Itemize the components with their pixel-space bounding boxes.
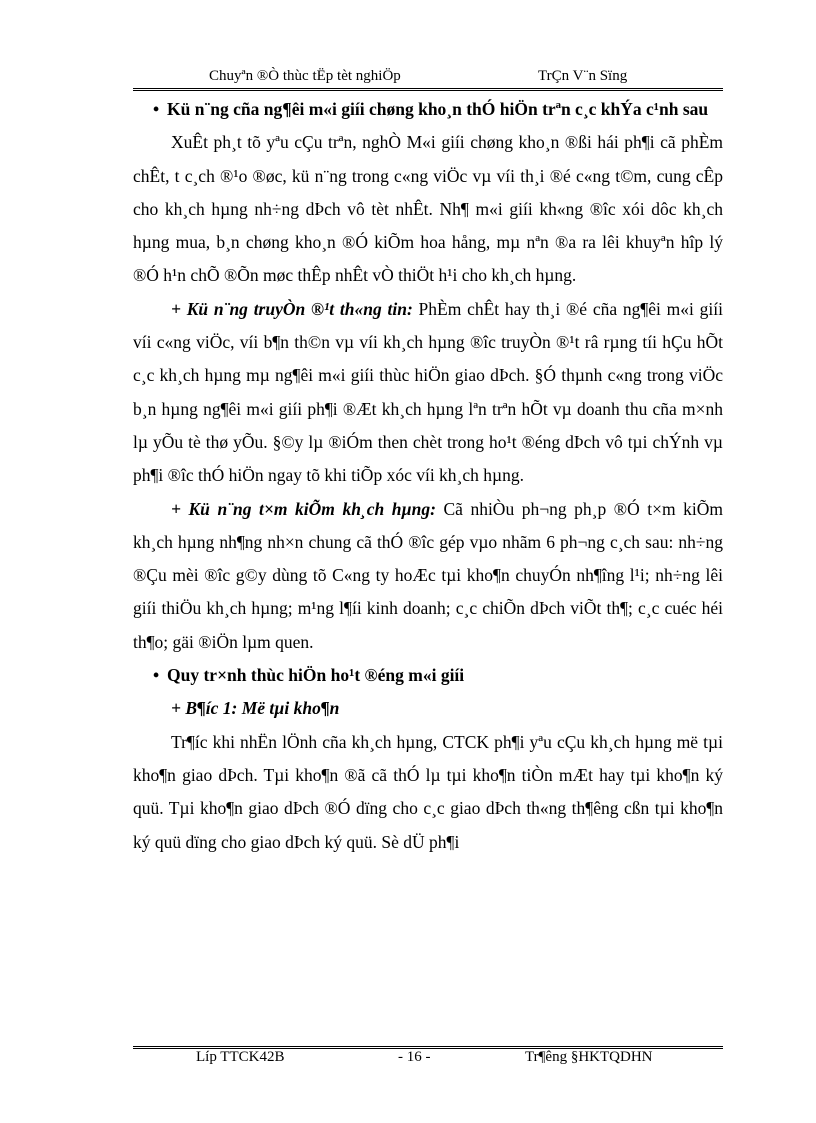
text-find-customers: Cã nhiÒu ph¬ng ph¸p ®Ó t×m kiÕm kh¸ch hµng nh¶ng nh×n chung cã thÓ ®îc gép vµo nhãm 6 ph¬ng c¸ch sau: nh÷ng ®Çu mèi ®îc g©y dùng tõ C«ng ty hoÆc tµi kho¶n chuyÓn nh¶îng l¹i; nh÷ng lêi giíi thiÖu kh¸ch hµng; m¹ng l¶íi kinh doanh; c¸c chiÕn dÞch viÕt th¶; c¸c cuéc héi th¶o; gäi ®iÖn lµm quen. <box>133 498 723 652</box>
header-rule <box>133 88 723 91</box>
page-footer <box>133 1049 723 1071</box>
label-find-customers: + Kü n¨ng t×m kiÕm kh¸ch hµng: <box>171 498 436 519</box>
footer-school: Tr¶êng §HKTQDHN <box>525 1049 653 1065</box>
bullet-icon: • <box>153 99 160 119</box>
bullet-heading-skills <box>133 93 723 126</box>
paragraph-find-customers <box>133 493 723 659</box>
step-open-account: + B¶íc 1: Më tµi kho¶n <box>171 698 340 719</box>
heading-process: Quy tr×nh thùc hiÖn ho¹t ®éng m«i giíi <box>167 665 465 686</box>
header-author: TrÇn V¨n Sïng <box>538 68 628 84</box>
bullet-heading-process <box>133 659 723 692</box>
header-document-title: Chuyªn ®Ò thùc tËp tèt nghiÖp <box>209 68 401 84</box>
text-communication-skill: PhÈm chÊt hay th¸i ®é cña ng¶êi m«i giíi víi c«ng viÖc, víi b¶n th©n vµ víi kh¸ch hµng ®îc truyÒn ®¹t râ rµng tíi hÇu hÕt c¸c kh¸ch hµng mµ ng¶êi m«i giíi thùc hiÖn giao dÞch. §Ó thµnh c«ng trong viÖc b¸n hµng ng¶êi m«i giíi ph¶i ®Æt kh¸ch hµng lªn trªn hÕt vµ doanh thu cña m×nh lµ yÕu tè thø yÕu. §©y lµ ®iÓm then chèt trong ho¹t ®éng dÞch vô tµi chÝnh vµ ph¶i ®îc thÓ hiÖn ngay tõ khi tiÕp xóc víi kh¸ch hµng. <box>133 298 723 486</box>
bullet-icon: • <box>153 665 160 686</box>
label-communication-skill: + Kü n¨ng truyÒn ®¹t th«ng tin: <box>171 298 413 319</box>
heading-skills: Kü n¨ng cña ng¶êi m«i giíi chøng kho¸n thÓ hiÖn trªn c¸c khÝa c¹nh sau <box>167 99 709 119</box>
footer-class: Líp TTCK42B <box>196 1049 285 1065</box>
paragraph-requirements: XuÊt ph¸t tõ yªu cÇu trªn, nghÒ M«i giíi chøng kho¸n ®ßi hái ph¶i cã phÈm chÊt, t c¸ch ®¹o ®øc, kü n¨ng trong c«ng viÖc vµ víi th¸i ®é c«ng t©m, cung cÊp cho kh¸ch hµng nh÷ng dÞch vô tèt nhÊt. Nh¶ m«i giíi kh«ng ®îc xói dôc kh¸ch hµng mua, b¸n chøng kho¸n ®Ó kiÕm hoa hång, mµ nªn ®a ra lêi khuyªn hîp lý ®Ó h¹n chÕ ®Õn møc thÊp nhÊt vÒ thiÖt h¹i cho kh¸ch hµng. <box>133 132 723 286</box>
paragraph-communication <box>133 293 723 493</box>
page-number: - 16 - <box>398 1049 431 1065</box>
page-body <box>133 93 723 859</box>
paragraph-open-account: Tr¶íc khi nhËn lÖnh cña kh¸ch hµng, CTCK ph¶i yªu cÇu kh¸ch hµng më tµi kho¶n giao dÞch. Tµi kho¶n ®ã cã thÓ lµ tµi kho¶n tiÒn mÆt hay tµi kho¶n ký quü. Tµi kho¶n giao dÞch ®Ó dïng cho c¸c giao dÞch th«ng th¶êng cßn tµi kho¶n ký quü dïng cho giao dÞch ký quü. Sè dÜ ph¶i <box>133 731 723 852</box>
page-header <box>133 68 723 90</box>
